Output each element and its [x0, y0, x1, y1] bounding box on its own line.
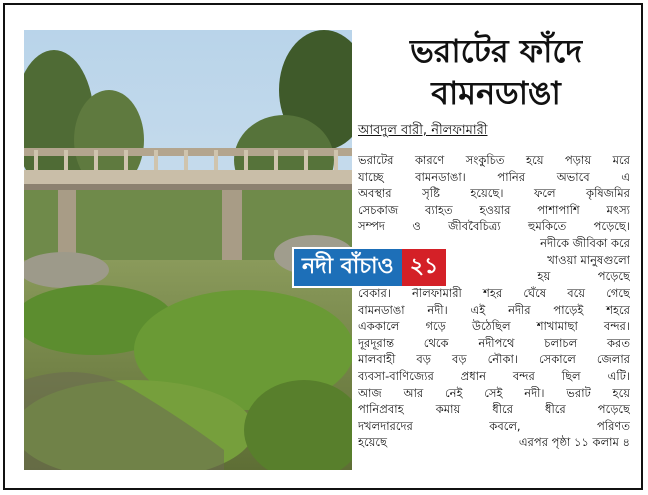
body-text-wrap: [488, 235, 630, 285]
headline: [362, 30, 630, 114]
body-line: যাচ্ছে বামনডাঙা। পানির অভাবে এ: [358, 169, 630, 184]
byline: [358, 121, 630, 142]
byline-author: আবদুল বারী,: [358, 123, 428, 138]
body-last-line: [358, 434, 630, 451]
body-line: খাওয়া মানুষগুলো: [547, 252, 630, 267]
continuation-note[interactable]: এরপর পৃষ্ঠা ১১ কলাম ৪: [518, 435, 630, 450]
byline-place: নীলফামারী: [427, 123, 488, 138]
body-line: পানিপ্রবাহ কমায় ধীরে ধীরে পড়েছে: [358, 402, 630, 417]
body-line: দখলদারদের কবলে, পরিণত: [358, 418, 630, 433]
body-line: আজ আর নেই সেই নদী। ভরাট হয়ে: [358, 385, 630, 400]
body-text-bottom: [358, 285, 630, 451]
body-last-word: হয়েছে: [358, 435, 388, 450]
body-line: বামনডাঙা নদী। এই নদীর পাড়েই শহরে: [358, 302, 630, 317]
campaign-badge-label: নদী বাঁচাও: [294, 249, 402, 286]
body-line: হয় পড়েছে: [537, 269, 630, 284]
body-line: মালবাহী বড় বড় নৌকা। সেকালে জেলার: [358, 352, 630, 367]
body-text-top: [358, 152, 630, 235]
body-line: এককালে গড়ে উঠেছিল শাখামাছা বন্দর।: [358, 319, 630, 334]
body-line: বেকার। নীলফামারী শহর ঘেঁষে বয়ে গেছে: [358, 286, 630, 300]
body-line: ভরাটের কারণে সংকুচিত হয়ে পড়ায় মরে: [358, 153, 630, 167]
body-line: নদীকে জীবিকা করে: [540, 236, 630, 250]
body-line: অবস্থার সৃষ্টি হয়েছে। ফলে কৃষিজমির: [358, 186, 630, 201]
headline-line-2: বামনডাঙা: [431, 74, 561, 112]
campaign-badge-number: ২১: [402, 249, 447, 286]
body-line: সেচকাজ ব্যাহত হওয়ার পাশাপাশি মৎস্য: [358, 202, 630, 217]
body-line: ব্যবসা-বাণিজ্যের প্রধান বন্দর ছিল এটি।: [358, 368, 630, 383]
body-line: দূরদূরান্ত থেকে নদীপথে চলাচল করত: [358, 335, 630, 350]
body-line: সম্পদ ও জীববৈচিত্র্য হুমকিতে পড়েছে।: [358, 219, 630, 234]
headline-line-1: ভরাটের ফাঁদে: [409, 32, 583, 70]
campaign-badge: [294, 249, 446, 286]
